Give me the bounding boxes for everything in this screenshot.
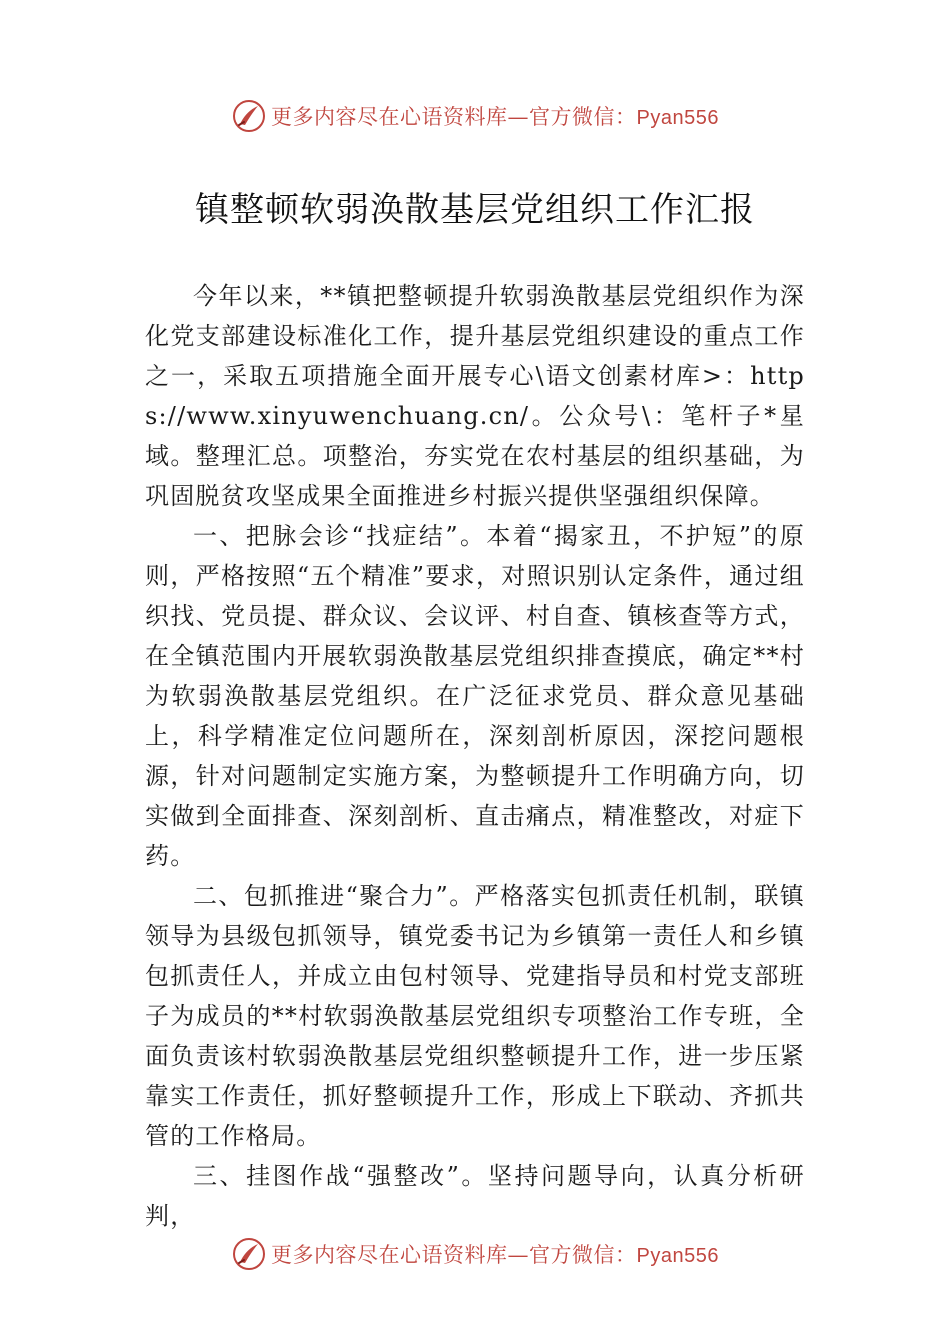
watermark-text: 更多内容尽在心语资料库—官方微信：Pyan556: [271, 105, 719, 129]
paragraph-section-3: 三、挂图作战“强整改”。坚持问题导向，认真分析研判，: [145, 1162, 805, 1230]
watermark-text: 更多内容尽在心语资料库—官方微信：Pyan556: [271, 1243, 719, 1267]
document-body: [145, 276, 805, 1236]
document-title: 镇整顿软弱涣散基层党组织工作汇报: [195, 190, 755, 230]
paragraph-intro: 今年以来，**镇把整顿提升软弱涣散基层党组织作为深化党支部建设标准化工作，提升基层党组织建设的重点工作之一，采取五项措施全面开展专心\语文创素材库>：https://www.xinyuwenchuang.cn/。公众号\：笔杆子*星域。整理汇总。项整治，夯实党在农村基层的组织基础，为巩固脱贫攻坚成果全面推进乡村振兴提供坚强组织保障。: [145, 282, 805, 510]
footer-watermark: [0, 1230, 950, 1278]
brush-logo-icon: [231, 98, 267, 134]
header-watermark: [0, 92, 950, 140]
brush-logo-icon: [231, 1236, 267, 1272]
paragraph-section-1: 一、把脉会诊“找症结”。本着“揭家丑，不护短”的原则，严格按照“五个精准”要求，对照识别认定条件，通过组织找、党员提、群众议、会议评、村自查、镇核查等方式，在全镇范围内开展软弱涣散基层党组织排查摸底，确定**村为软弱涣散基层党组织。在广泛征求党员、群众意见基础上，科学精准定位问题所在，深刻剖析原因，深挖问题根源，针对问题制定实施方案，为整顿提升工作明确方向，切实做到全面排查、深刻剖析、直击痛点，精准整改，对症下药。: [145, 522, 805, 870]
paragraph-section-2: 二、包抓推进“聚合力”。严格落实包抓责任机制，联镇领导为县级包抓领导，镇党委书记为乡镇第一责任人和乡镇包抓责任人，并成立由包村领导、党建指导员和村党支部班子为成员的**村软弱涣散基层党组织专项整治工作专班，全面负责该村软弱涣散基层党组织整顿提升工作，进一步压紧靠实工作责任，抓好整顿提升工作，形成上下联动、齐抓共管的工作格局。: [145, 882, 805, 1150]
